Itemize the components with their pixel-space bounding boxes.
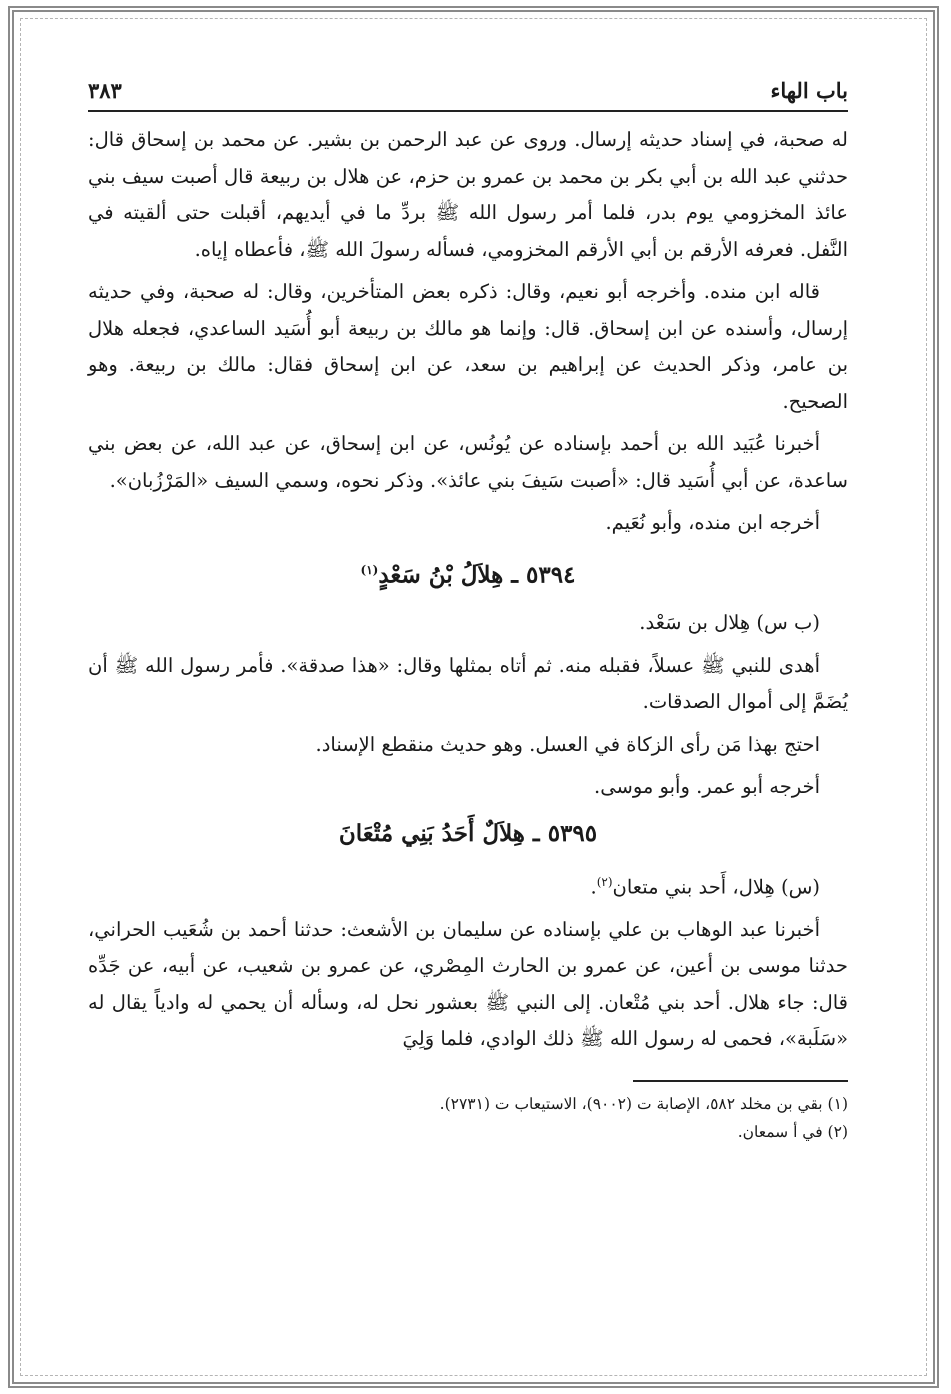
paragraph: له صحبة، في إسناد حديثه إرسال. وروى عن عبد الرحمن بن بشير. عن محمد بن إسحاق قال: حدثني عبد الله بن أبي بكر بن محمد بن عمرو بن حزم، عن هلال بن ربيعة قال أصبت سيف بني عائذ المخزومي يوم بدر، فلما أمر رسول الله ﷺ بردِّ ما في أيديهم، أقبلت حتى ألقيته في النَّفل. فعرفه الأرقم بن أبي الأرقم المخزومي، فسأله رسولَ الله ﷺ، فأعطاه إياه. bbox=[88, 128, 848, 261]
footnote-marker: (٢) bbox=[596, 874, 613, 889]
page-header bbox=[88, 70, 848, 112]
entry-title: ٥٣٩٥ ـ هِلاَلٌ أَحَدُ بَنِي مُتْعَانَ bbox=[338, 819, 598, 847]
entry-title: ٥٣٩٤ ـ هِلاَلُ بْنُ سَعْدٍ bbox=[378, 561, 576, 589]
entry-heading bbox=[88, 814, 848, 854]
footnote: (١) بقي بن مخلد ٥٨٢، الإصابة ت (٩٠٠٢)، الاستيعاب ت (٢٧٣١). bbox=[439, 1094, 848, 1113]
page-number: ٣٨٣ bbox=[88, 78, 122, 103]
footnotes bbox=[88, 1080, 848, 1146]
entry-intro-end: . bbox=[590, 875, 597, 899]
paragraph: احتج بهذا مَن رأى الزكاة في العسل. وهو حديث منقطع الإسناد. bbox=[315, 732, 820, 756]
footnote: (٢) في أ سمعان. bbox=[737, 1122, 848, 1141]
entry-heading bbox=[88, 550, 848, 596]
footnote-marker: (١) bbox=[360, 562, 379, 577]
paragraph: أخبرنا عبد الوهاب بن علي بإسناده عن سليمان بن الأشعث: حدثنا أحمد بن شُعَيب الحراني، حدثنا موسى بن أعين، عن عمرو بن الحارث المِصْري، عن عمرو بن شعيب، عن أبيه، عن جَدِّه قال: جاء هلال. أحد بني مُتْعان. إلى النبي ﷺ بعشور نحل له، وسأله أن يحمي له وادياً يقال له «سَلَبة»، فحمى له رسول الله ﷺ ذلك الوادي، فلما وَلِيَ bbox=[88, 917, 848, 1051]
book-page bbox=[88, 70, 848, 1146]
paragraph: قاله ابن منده. وأخرجه أبو نعيم، وقال: ذكره بعض المتأخرين، وقال: له صحبة، وفي حديثه إرسال، وأسنده عن ابن إسحاق. قال: وإنما هو مالك بن ربيعة أبو أُسَيد الساعدي، فجعله هلال بن عامر، وذكر الحديث عن إبراهيم بن سعد، عن ابن إسحاق فقال: مالك بن ربيعة. وهو الصحيح. bbox=[88, 280, 848, 413]
paragraph: أخبرنا عُبَيد الله بن أحمد بإسناده عن يُونُس، عن ابن إسحاق، عن عبد الله، عن بعض بني ساعدة، عن أبي أُسَيد قال: «أصبت سَيفَ بني عائذ». وذكر نحوه، وسمي السيف «المَرْزُبان». bbox=[88, 432, 848, 492]
entry-intro: (س) هِلال، أَحد بني متعان bbox=[612, 875, 820, 899]
paragraph: أخرجه ابن منده، وأبو نُعَيم. bbox=[605, 511, 820, 534]
paragraph: (ب س) هِلال بن سَعْد. bbox=[639, 611, 820, 635]
paragraph bbox=[88, 864, 848, 906]
section-title: باب الهاء bbox=[770, 78, 848, 103]
paragraph: أخرجه أبو عمر. وأبو موسى. bbox=[594, 775, 820, 799]
paragraph: أهدى للنبي ﷺ عسلاً، فقبله منه. ثم أتاه بمثلها وقال: «هذا صدقة». فأمر رسول الله ﷺ أن يُضَمَّ إلى أموال الصدقات. bbox=[88, 653, 848, 714]
